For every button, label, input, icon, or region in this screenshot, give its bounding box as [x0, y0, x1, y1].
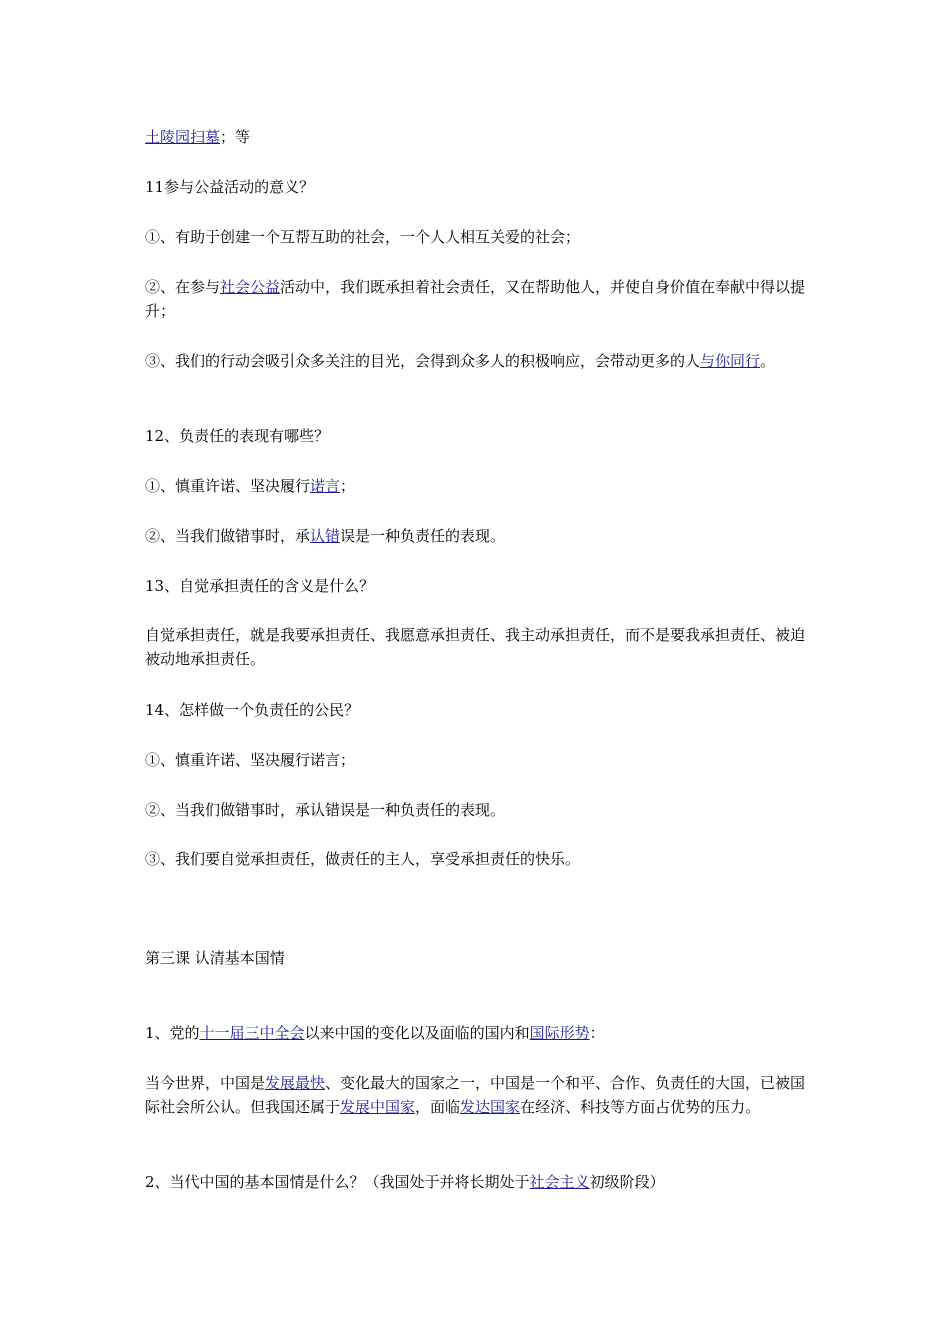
text-segment: 自觉承担责任，就是我要承担责任、我愿意承担责任、我主动承担责任，而不是要我承担责任、被迫被动地承担责任。: [145, 626, 806, 668]
question-1: [145, 1021, 815, 1045]
inline-link[interactable]: 发达国家: [460, 1098, 521, 1116]
text-segment: 在经济、科技等方面占优势的压力。: [520, 1098, 761, 1116]
text-segment: ①、慎重许诺、坚决履行: [145, 477, 311, 495]
text-segment: 、变化最大的国家之一，中国是一个和平、合作、负责任的大国，已被国际社会所公认。但我国还属于: [145, 1074, 806, 1116]
text-segment: ③、我们要自觉承担责任，做责任的主人，享受承担责任的快乐。: [145, 850, 581, 868]
text-segment: 12、负责任的表现有哪些？: [145, 427, 330, 445]
text-segment: 1、党的: [145, 1024, 200, 1042]
paragraph-16: [145, 1071, 815, 1119]
paragraph-9: [145, 623, 815, 671]
text-segment: ②、当我们做错事时，承认错误是一种负责任的表现。: [145, 801, 506, 819]
text-segment: 。: [760, 352, 776, 370]
inline-link[interactable]: 社会主义: [529, 1173, 590, 1191]
paragraph-11: [145, 748, 815, 772]
paragraph-7: [145, 524, 815, 548]
paragraph-2: [145, 225, 815, 249]
question-14: [145, 698, 815, 722]
text-segment: ③、我们的行动会吸引众多关注的目光，会得到众多人的积极响应，会带动更多的人: [145, 352, 701, 370]
text-segment: ①、有助于创建一个互帮互助的社会，一个人人相互关爱的社会；: [145, 228, 581, 246]
text-segment: ：: [589, 1024, 605, 1042]
text-segment: 2、当代中国的基本国情是什么？（我国处于并将长期处于: [145, 1173, 530, 1191]
inline-link[interactable]: 发展最快: [265, 1074, 326, 1092]
inline-link[interactable]: 诺言: [310, 477, 341, 495]
paragraph-13: [145, 847, 815, 871]
text-segment: ，面临: [415, 1098, 461, 1116]
text-segment: ②、在参与: [145, 278, 221, 296]
text-segment: ①、慎重许诺、坚决履行诺言；: [145, 751, 356, 769]
question-11: [145, 175, 815, 199]
inline-link[interactable]: 发展中国家: [340, 1098, 416, 1116]
inline-link[interactable]: 土陵园扫墓: [145, 128, 221, 146]
lesson-title: [145, 946, 815, 970]
inline-link[interactable]: 十一届三中全会: [199, 1024, 305, 1042]
text-segment: 第三课 认清基本国情: [145, 949, 285, 967]
text-segment: 当今世界，中国是: [145, 1074, 266, 1092]
text-segment: 14、怎样做一个负责任的公民？: [145, 701, 360, 719]
paragraph-12: [145, 798, 815, 822]
text-segment: ；等: [220, 128, 251, 146]
question-12: [145, 424, 815, 448]
paragraph-4: [145, 349, 815, 373]
inline-link[interactable]: 社会公益: [220, 278, 281, 296]
text-segment: 活动中，我们既承担着社会责任，又在帮助他人，并使自身价值在奉献中得以提升；: [145, 278, 806, 320]
inline-link[interactable]: 认错: [310, 527, 341, 545]
inline-link[interactable]: 国际形势: [529, 1024, 590, 1042]
text-segment: 初级阶段）: [589, 1173, 665, 1191]
text-segment: 误是一种负责任的表现。: [340, 527, 506, 545]
question-13: [145, 574, 815, 598]
text-segment: 以来中国的变化以及面临的国内和: [304, 1024, 530, 1042]
text-segment: 13、自觉承担责任的含义是什么？: [145, 577, 375, 595]
question-2: [145, 1170, 815, 1194]
text-segment: ②、当我们做错事时，承: [145, 527, 311, 545]
text-segment: ；: [340, 477, 356, 495]
paragraph-6: [145, 474, 815, 498]
inline-link[interactable]: 与你同行: [700, 352, 761, 370]
paragraph-0: [145, 125, 815, 149]
paragraph-3: [145, 275, 815, 323]
text-segment: 11参与公益活动的意义？: [145, 178, 315, 196]
